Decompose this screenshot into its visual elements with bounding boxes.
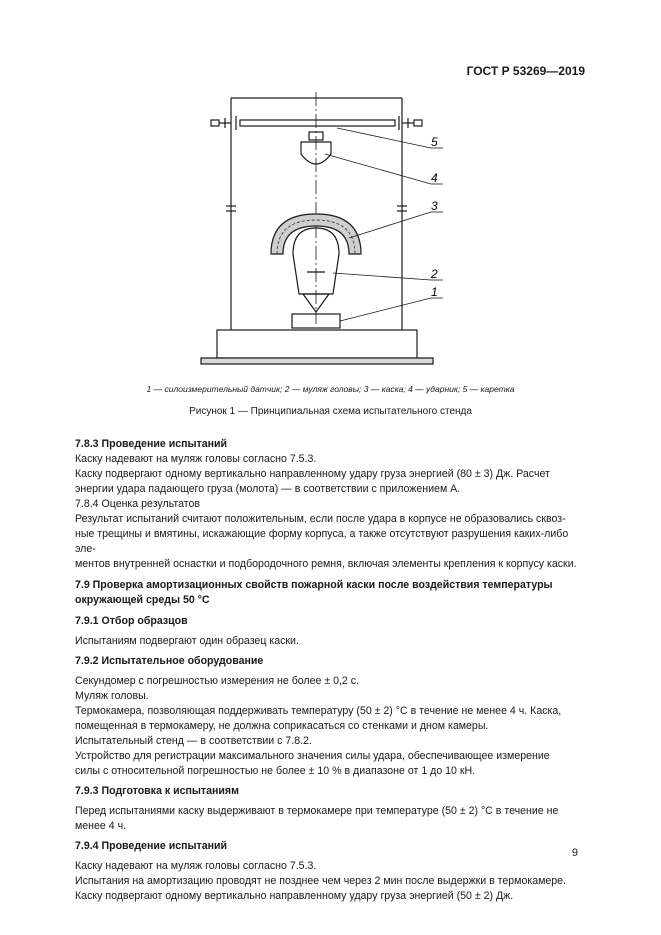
paragraph: энергии удара падающего груза (молота) — в соответствии с приложением А. [75,483,461,495]
callout-4: 4 [431,171,438,185]
paragraph: Каску надевают на муляж головы согласно 7.5.3. [75,860,317,872]
paragraph: Испытания на амортизацию проводят не позднее чем через 2 мин после выдержки в термокамере. [75,875,566,887]
heading-7-9-3: 7.9.3 Подготовка к испытаниям [75,785,239,797]
carriage-bar [240,120,395,126]
heading-7-9-1: 7.9.1 Отбор образцов [75,615,188,627]
paragraph: Секундомер с погрешностью измерения не более ± 0,2 с. [75,675,360,687]
heading-7-9-4: 7.9.4 Проведение испытаний [75,840,228,852]
paragraph: Термокамера, позволяющая поддерживать температуру (50 ± 2) °С в течение не менее 4 ч. Каска, [75,705,562,717]
floor [201,358,433,364]
callout-3: 3 [431,199,438,213]
paragraph: Испытательный стенд — в соответствии с 7.8.2. [75,735,312,747]
paragraph: Испытаниям подвергают один образец каски. [75,635,299,647]
callout-1: 1 [431,285,438,299]
paragraph: Каску подвергают одному вертикально направленному удару груза энергией (80 ± 3) Дж. Расчет [75,468,550,480]
heading-7-9: 7.9 Проверка амортизационных свойств пожарной каски после воздействия температуры [75,579,553,591]
page-number: 9 [571,847,578,859]
heading-7-9-2: 7.9.2 Испытательное оборудование [75,655,264,667]
paragraph: Каску надевают на муляж головы согласно 7.5.3. [75,453,317,465]
figure-title: Рисунок 1 — Принципиальная схема испытательного стенда [189,406,472,417]
heading-7-8-4: 7.8.4 Оценка результатов [75,498,201,510]
callout-2: 2 [431,267,438,281]
paragraph: Результат испытаний считают положительным, если после удара в корпусе не образовались сквоз- [75,513,566,525]
paragraph: Устройство для регистрации максимального значения силы удара, обеспечивающее измерение [75,750,550,762]
paragraph: ные трещины и вмятины, искажающие форму корпуса, а также отсутствуют разрушения каких-либо эле- [75,528,569,555]
paragraph: ментов внутренней оснастки и подбородочного ремня, включая элементы крепления к корпусу каски. [75,558,577,570]
paragraph: помещенная в термокамеру, не должна соприкасаться со стенками и дном камеры. [75,720,489,732]
paragraph: силы с относительной погрешностью не более ± 10 % в диапазоне от 1 до 10 кН. [75,765,476,777]
paragraph: Каску подвергают одному вертикально направленному удару груза энергией (50 ± 2) Дж. [75,890,514,902]
document-body [75,437,585,904]
test-stand-diagram [195,88,465,368]
standard-designation: ГОСТ Р 53269—2019 [466,64,585,78]
figure-legend: 1 — силоизмерительный датчик; 2 — муляж головы; 3 — каска; 4 — ударник; 5 — каретка [146,384,515,394]
callout-5: 5 [431,135,438,149]
heading-7-8-3: 7.8.3 Проведение испытаний [75,438,228,450]
heading-7-9-cont: окружающей среды 50 °С [75,594,210,606]
paragraph: Перед испытаниями каску выдерживают в термокамере при температуре (50 ± 2) °С в течение не [75,805,559,817]
paragraph: менее 4 ч. [75,820,127,832]
paragraph: Муляж головы. [75,690,149,702]
base-plate [217,330,417,358]
